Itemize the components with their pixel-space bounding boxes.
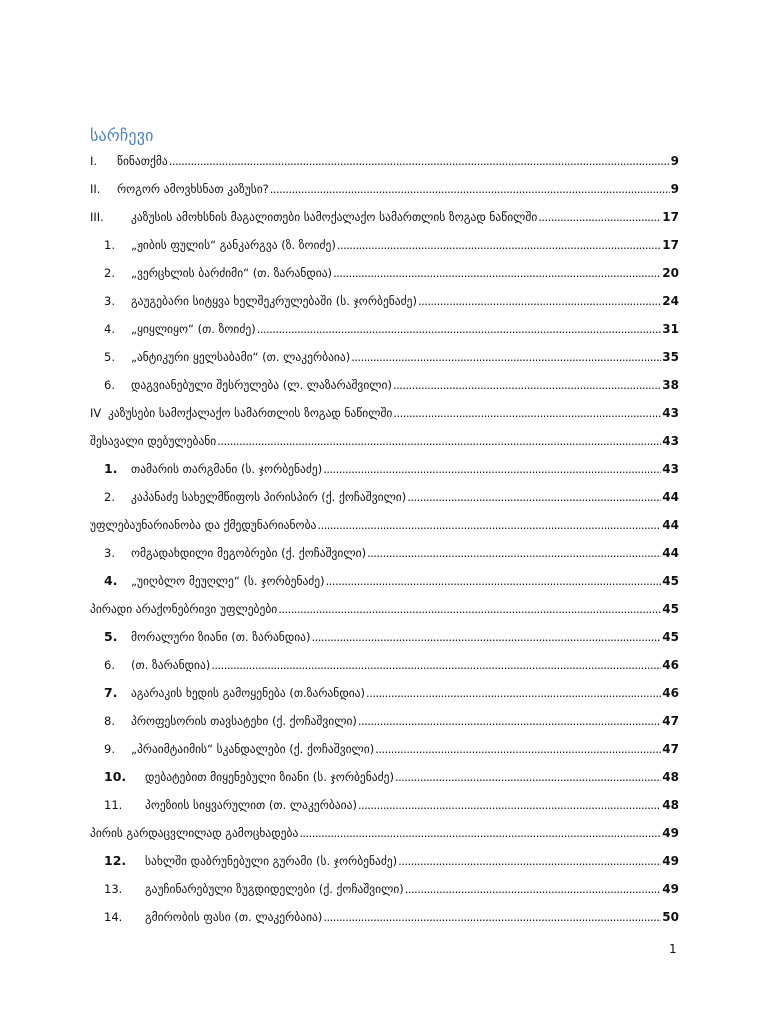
toc-entry-title: შესავალი დებულებანი: [90, 434, 217, 448]
toc-entry-page: 49: [662, 882, 679, 896]
toc-entry-number: III.: [90, 210, 104, 224]
toc-entry[interactable]: [104, 236, 679, 254]
toc-leader-dots: [299, 824, 661, 842]
toc-entry-title: უფლებაუნარიანობა და ქმედუნარიანობა: [90, 518, 317, 532]
toc-leader-dots: [217, 432, 661, 450]
toc-entry-number: 6.: [104, 658, 115, 672]
toc-entry-page: 9: [670, 182, 679, 196]
toc-leader-dots: [407, 488, 661, 506]
toc-entry[interactable]: [104, 264, 679, 282]
toc-entry-title: „ყიყლიყო“ (თ. ზოიძე): [131, 322, 256, 336]
toc-leader-dots: [366, 684, 661, 702]
toc-entry[interactable]: [104, 656, 679, 674]
toc-entry-title: თამარის თარგმანი (ს. ჯორბენაძე): [131, 462, 323, 476]
toc-entry-number: 5.: [104, 350, 115, 364]
toc-entry[interactable]: [90, 404, 679, 422]
toc-entry[interactable]: [104, 880, 679, 898]
toc-leader-dots: [278, 600, 661, 618]
toc-entry-number: 8.: [104, 714, 115, 728]
toc-entry-page: 43: [662, 434, 679, 448]
toc-entry[interactable]: [90, 432, 679, 450]
toc-leader-dots: [367, 544, 661, 562]
toc-entry[interactable]: [104, 320, 679, 338]
toc-entry-page: 43: [662, 406, 679, 420]
toc-entry[interactable]: [90, 208, 679, 226]
toc-leader-dots: [538, 208, 661, 226]
toc-leader-dots: [358, 712, 661, 730]
toc-entry-title: პოეზიის სიყვარულით (თ. ლაკერბაია): [145, 798, 357, 812]
toc-entry-page: 44: [662, 518, 679, 532]
toc-entry-number: 1.: [104, 238, 115, 252]
toc-entry[interactable]: [104, 292, 679, 310]
toc-entry-title: გაუგებარი სიტყვა ხელშეკრულებაში (ს. ჯორბენაძე): [131, 294, 417, 308]
toc-entry-number: 13.: [104, 882, 123, 896]
toc-entry-number: 4.: [104, 573, 118, 588]
toc-leader-dots: [358, 796, 661, 814]
toc-entry[interactable]: [90, 600, 679, 618]
toc-leader-dots: [337, 236, 661, 254]
toc-leader-dots: [317, 516, 661, 534]
toc-leader-dots: [351, 348, 661, 366]
toc-entry-number: 10.: [104, 769, 127, 784]
toc-entry-title: პირადი არაქონებრივი უფლებები: [90, 602, 278, 616]
toc-entry-page: 43: [662, 462, 679, 476]
toc-entry-title: წინათქმა: [117, 154, 168, 168]
toc-entry-page: 44: [662, 490, 679, 504]
toc-leader-dots: [323, 460, 661, 478]
toc-entry-title: კაპანაძე სახელმწიფოს პირისპირ (ქ. ქოჩაშვილი): [131, 490, 407, 504]
toc-entry-title: კაზუსები სამოქალაქო სამართლის ზოგად ნაწილში: [108, 406, 393, 420]
toc-entry-number: 7.: [104, 685, 118, 700]
toc-entry-title: „ვერცხლის ბარძიმი“ (თ. ზარანდია): [131, 266, 333, 280]
toc-entry-page: 24: [662, 294, 679, 308]
toc-leader-dots: [169, 152, 670, 170]
toc-entry-number: 12.: [104, 853, 127, 868]
toc-entry-number: 2.: [104, 266, 115, 280]
toc-entry-title: „პრაიმტაიმის“ სკანდალები (ქ. ქოჩაშვილი): [131, 742, 375, 756]
toc-entry-page: 45: [662, 574, 679, 588]
toc-entry-number: 11.: [104, 798, 123, 812]
toc-entry-page: 47: [662, 714, 679, 728]
toc-entry[interactable]: [104, 740, 679, 758]
toc-entry-number: I.: [90, 154, 98, 168]
toc-entry-title: გაუჩინარებული ზუგდიდელები (ქ. ქოჩაშვილი): [145, 882, 404, 896]
toc-entry[interactable]: [104, 684, 679, 702]
toc-leader-dots: [333, 264, 661, 282]
toc-leader-dots: [393, 376, 661, 394]
toc-entry[interactable]: [104, 348, 679, 366]
toc-entry-page: 38: [662, 378, 679, 392]
toc-entry[interactable]: [104, 488, 679, 506]
toc-entry-title: კაზუსის ამოხსნის მაგალითები სამოქალაქო სამართლის ზოგად ნაწილში: [131, 210, 538, 224]
toc-entry-page: 45: [662, 630, 679, 644]
toc-entry-page: 35: [662, 350, 679, 364]
toc-entry-title: პირის გარდაცვლილად გამოცხადება: [90, 826, 299, 840]
toc-entry[interactable]: [90, 824, 679, 842]
toc-leader-dots: [312, 628, 662, 646]
toc-entry-title: გმირობის ფასი (თ. ლაკერბაია): [145, 910, 323, 924]
toc-leader-dots: [211, 656, 661, 674]
toc-entry[interactable]: [104, 376, 679, 394]
toc-entry-number: 5.: [104, 629, 118, 644]
toc-entry[interactable]: [104, 572, 679, 590]
toc-entry-title: პროფესორის თავსატეხი (ქ. ქოჩაშვილი): [131, 714, 357, 728]
toc-leader-dots: [398, 852, 661, 870]
toc-entry-number: 1.: [104, 461, 118, 476]
toc-entry[interactable]: [104, 628, 679, 646]
toc-entry-page: 31: [662, 322, 679, 336]
toc-leader-dots: [418, 292, 661, 310]
page-number: 1: [669, 942, 677, 956]
toc-entry-page: 45: [662, 602, 679, 616]
toc-entry-number: II.: [90, 182, 101, 196]
toc-entry-title: „უიღბლო მეუღლე“ (ს. ჯორბენაძე): [131, 574, 325, 588]
toc-entry-title: სახლში დაბრუნებული გურამი (ს. ჯორბენაძე): [145, 854, 398, 868]
toc-entry[interactable]: [104, 852, 679, 870]
toc-entry-page: 47: [662, 742, 679, 756]
toc-entry-title: დებატებით მიყენებული ზიანი (ს. ჯორბენაძე): [145, 770, 394, 784]
toc-heading: სარჩევი: [90, 126, 154, 145]
toc-entry-number: 6.: [104, 378, 115, 392]
toc-entry[interactable]: [90, 180, 679, 198]
toc-entry-title: მორალური ზიანი (თ. ზარანდია): [131, 630, 311, 644]
toc-entry-number: 3.: [104, 546, 115, 560]
toc-entry[interactable]: [90, 152, 679, 170]
toc-entry-page: 48: [662, 798, 679, 812]
toc-leader-dots: [323, 908, 661, 926]
toc-entry-title: აგარაკის ხედის გამოყენება (თ.ზარანდია): [131, 686, 365, 700]
toc-entry[interactable]: [104, 796, 679, 814]
toc-entry[interactable]: [104, 460, 679, 478]
toc-leader-dots: [270, 180, 670, 198]
toc-entry-page: 49: [662, 854, 679, 868]
toc-entry-page: 17: [662, 238, 679, 252]
toc-entry-title: (თ. ზარანდია): [131, 658, 211, 672]
toc-entry[interactable]: [104, 544, 679, 562]
toc-entry-page: 46: [662, 658, 679, 672]
toc-entry-number: 14.: [104, 910, 123, 924]
toc-entry[interactable]: [104, 712, 679, 730]
toc-leader-dots: [405, 880, 662, 898]
toc-entry-page: 20: [662, 266, 679, 280]
toc-entry-number: IV: [90, 406, 102, 420]
toc-entry-title: ომგადახდილი მეგობრები (ქ. ქოჩაშვილი): [131, 546, 367, 560]
toc-entry-page: 48: [662, 770, 679, 784]
toc-leader-dots: [326, 572, 662, 590]
toc-entry-page: 9: [670, 154, 679, 168]
toc-entry-title: „ანტიკური ყელსაბამი“ (თ. ლაკერბაია): [131, 350, 351, 364]
toc-entry-number: 2.: [104, 490, 115, 504]
toc-entry-page: 17: [662, 210, 679, 224]
toc-entry-title: როგორ ამოვხსნათ კაზუსი?: [117, 182, 269, 196]
toc-entry-page: 46: [662, 686, 679, 700]
toc-leader-dots: [395, 768, 661, 786]
toc-leader-dots: [257, 320, 662, 338]
toc-entry-page: 44: [662, 546, 679, 560]
toc-entry[interactable]: [104, 768, 679, 786]
toc-entry[interactable]: [104, 908, 679, 926]
toc-leader-dots: [375, 740, 661, 758]
toc-entry-page: 50: [662, 910, 679, 924]
toc-entry-page: 49: [662, 826, 679, 840]
toc-leader-dots: [393, 404, 661, 422]
toc-entry-title: დაგვიანებული შესრულება (ლ. ლაზარაშვილი): [131, 378, 392, 392]
toc-entry-number: 4.: [104, 322, 115, 336]
toc-entry-title: „ჟიბის ფულის“ განკარგვა (ზ. ზოიძე): [131, 238, 336, 252]
toc-entry[interactable]: [90, 516, 679, 534]
toc-entry-number: 3.: [104, 294, 115, 308]
toc-entry-number: 9.: [104, 742, 115, 756]
